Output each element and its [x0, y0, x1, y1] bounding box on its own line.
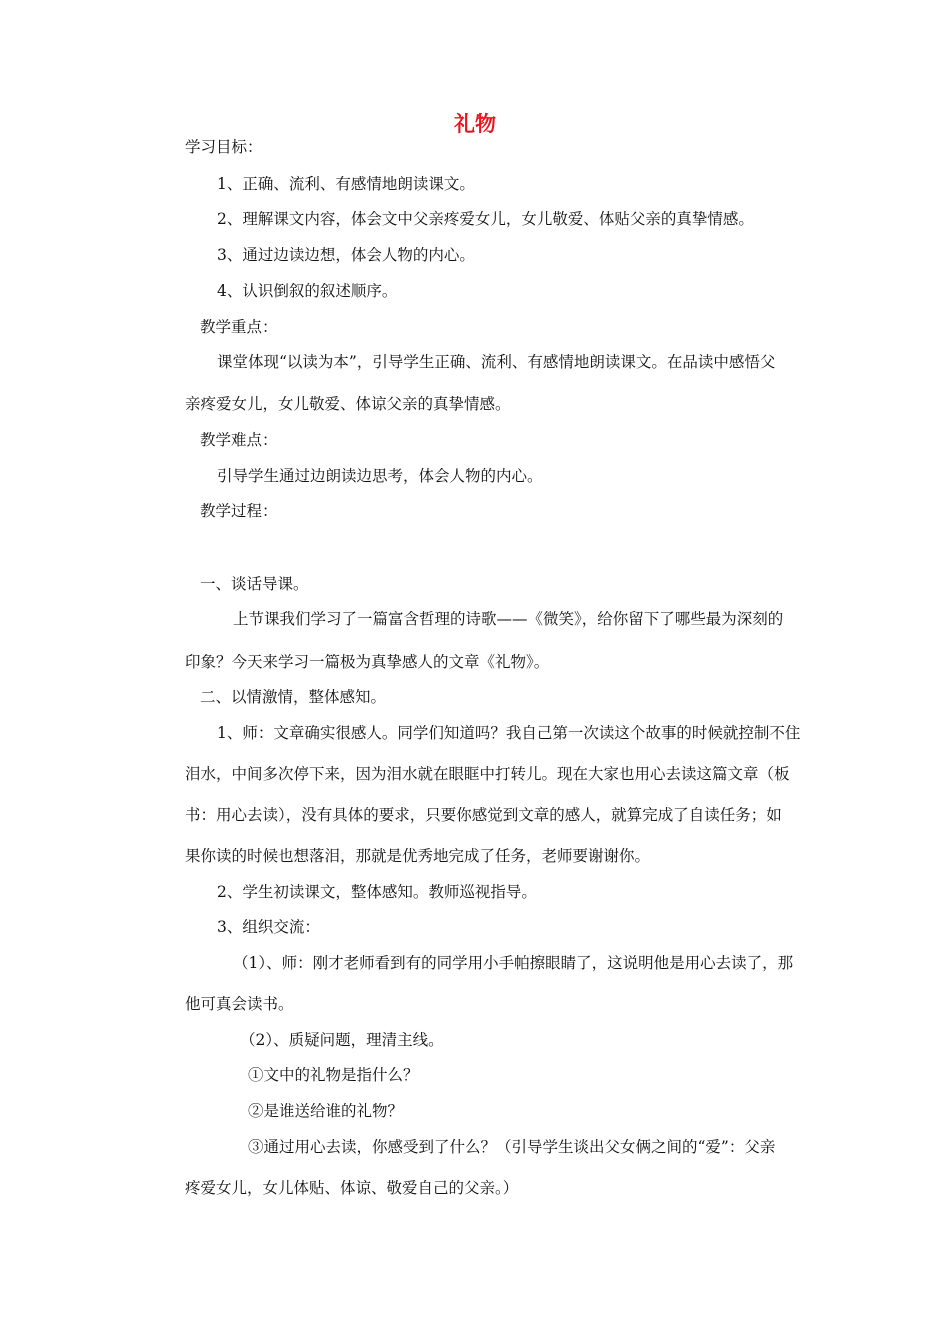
section-heading-process: 教学过程：: [200, 502, 278, 520]
paragraph-line: 亲疼爱女儿，女儿敬爱、体谅父亲的真挚情感。: [185, 395, 511, 413]
question-item: ②是谁送给谁的礼物？: [248, 1102, 404, 1120]
paragraph-line: 泪水，中间多次停下来，因为泪水就在眼眶中打转儿。现在大家也用心去读这篇文章（板: [185, 765, 790, 783]
step-heading: 二、以情激情，整体感知。: [200, 688, 387, 706]
paragraph-line: 1、师：文章确实很感人。同学们知道吗？我自己第一次读这个故事的时候就控制不住: [217, 724, 801, 742]
paragraph-line: 他可真会读书。: [185, 995, 294, 1013]
question-item: ①文中的礼物是指什么？: [248, 1066, 419, 1084]
paragraph-line: 引导学生通过边朗读边思考，体会人物的内心。: [217, 467, 543, 485]
section-heading-objectives: 学习目标：: [185, 138, 263, 156]
section-heading-key-points: 教学重点：: [200, 318, 278, 336]
objective-item: 4、认识倒叙的叙述顺序。: [217, 282, 398, 300]
paragraph-line: （2）、质疑问题，理清主线。: [240, 1031, 444, 1049]
objective-item: 1、正确、流利、有感情地朗读课文。: [217, 175, 475, 193]
step-heading: 一、谈话导课。: [200, 575, 309, 593]
paragraph-line: 书：用心去读），没有具体的要求，只要你感觉到文章的感人，就算完成了自读任务；如: [185, 806, 782, 824]
paragraph-line: （1）、师：刚才老师看到有的同学用小手帕擦眼睛了，这说明他是用心去读了，那: [233, 954, 794, 972]
objective-item: 2、理解课文内容，体会文中父亲疼爱女儿，女儿敬爱、体贴父亲的真挚情感。: [217, 210, 754, 228]
paragraph-line: 3、组织交流：: [217, 918, 320, 936]
section-heading-difficulties: 教学难点：: [200, 431, 278, 449]
paragraph-line: 果你读的时候也想落泪，那就是优秀地完成了任务，老师要谢谢你。: [185, 847, 651, 865]
paragraph-line: 课堂体现“以读为本”，引导学生正确、流利、有感情地朗读课文。在品读中感悟父: [217, 353, 776, 371]
document-title: 礼物: [454, 112, 496, 136]
question-item: ③通过用心去读，你感受到了什么？（引导学生谈出父女俩之间的“爱”：父亲: [248, 1138, 776, 1156]
paragraph-line: 印象？今天来学习一篇极为真挚感人的文章《礼物》。: [185, 653, 550, 671]
paragraph-line: 2、学生初读课文，整体感知。教师巡视指导。: [217, 883, 537, 901]
paragraph-line: 上节课我们学习了一篇富含哲理的诗歌——《微笑》，给你留下了哪些最为深刻的: [233, 610, 784, 628]
paragraph-line: 疼爱女儿，女儿体贴、体谅、敬爱自己的父亲。）: [185, 1179, 519, 1197]
objective-item: 3、通过边读边想，体会人物的内心。: [217, 246, 475, 264]
